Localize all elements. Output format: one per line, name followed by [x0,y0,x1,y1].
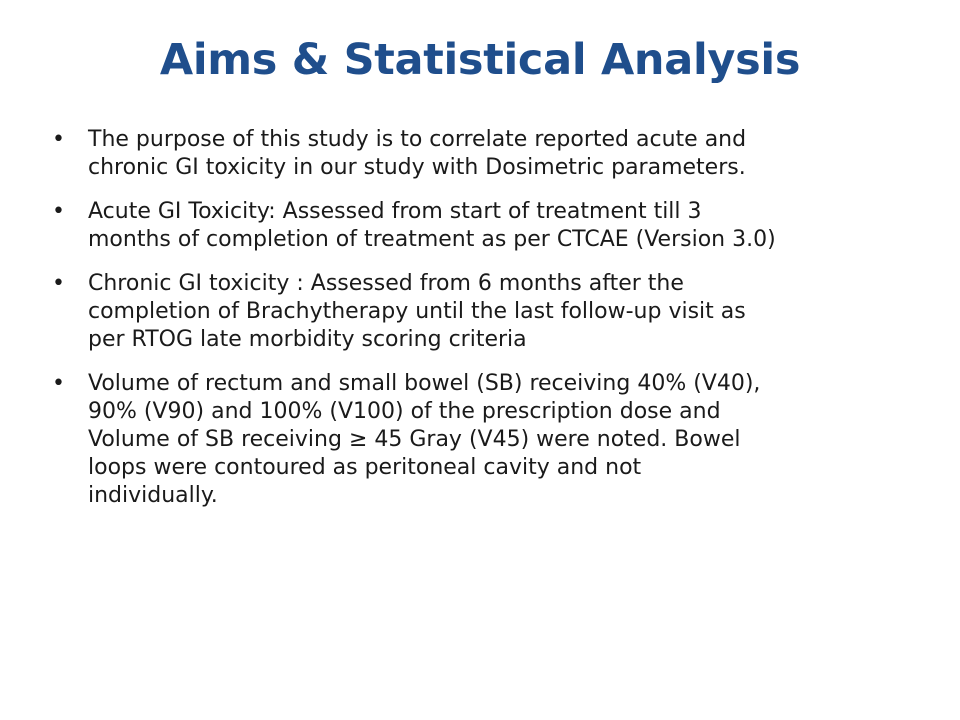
bullet-dot-icon: • [52,127,65,152]
bullet-text-line: per RTOG late morbidity scoring criteria [88,327,527,352]
bullet-text-line: loops were contoured as peritoneal cavity and not [88,455,642,480]
bullet-text-line: Acute GI Toxicity: Assessed from start of treatment till 3 [88,199,702,224]
bullet-text-line: Volume of rectum and small bowel (SB) receiving 40% (V40), [88,371,761,396]
bullet-text-line: Volume of SB receiving ≥ 45 Gray (V45) were noted. Bowel [88,427,741,452]
bullet-text-line: 90% (V90) and 100% (V100) of the prescription dose and [88,399,721,424]
bullet-list [48,126,908,526]
bullet-item [48,198,908,254]
bullet-item [48,370,908,510]
bullet-text-line: chronic GI toxicity in our study with Dosimetric parameters. [88,155,746,180]
bullet-dot-icon: • [52,371,65,396]
bullet-dot-icon: • [52,199,65,224]
bullet-text-line: completion of Brachytherapy until the last follow-up visit as [88,299,746,324]
slide-title: Aims & Statistical Analysis [159,35,801,85]
bullet-text-line: months of completion of treatment as per CTCAE (Version 3.0) [88,227,776,252]
bullet-text-line: Chronic GI toxicity : Assessed from 6 months after the [88,271,684,296]
bullet-dot-icon: • [52,271,65,296]
bullet-item [48,270,908,354]
bullet-item [48,126,908,182]
bullet-text-line: The purpose of this study is to correlate reported acute and [88,127,747,152]
bullet-text-line: individually. [88,483,218,508]
